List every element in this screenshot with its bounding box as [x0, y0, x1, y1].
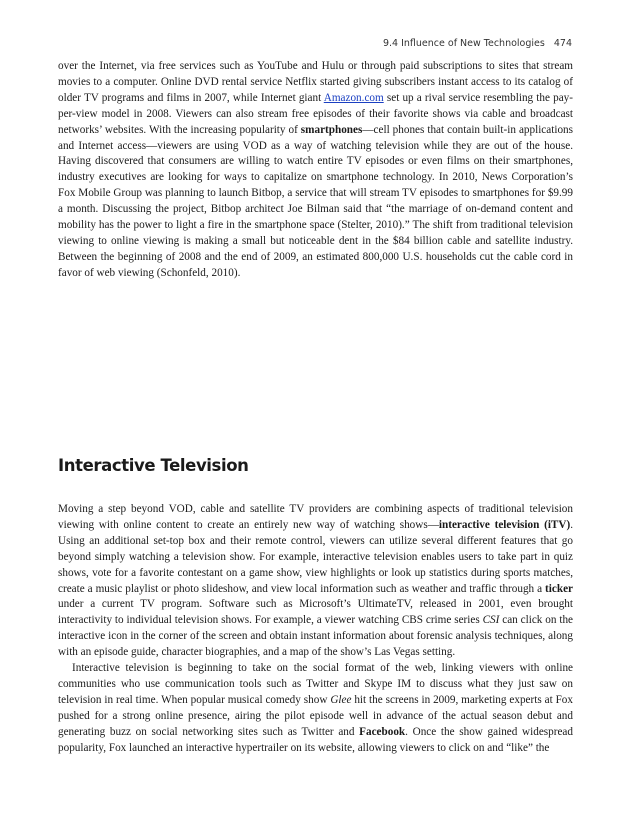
show-title-glee: Glee — [330, 693, 352, 706]
paragraph-itv-intro — [58, 502, 573, 661]
section-text-block — [58, 502, 573, 757]
text-run: can click on the interactive icon in the corner of the screen and obtain instant information about forensic analysis techniques, along with an episode guide, character biographies, and a map of the show’s Las Vegas setting. — [58, 614, 574, 659]
text-run: set up a rival service resembling the pay-per-view model in 2008. Viewers can also stream free episodes of their favorite shows via cable and broadcast networks’ websites. With the increasing popularity of — [58, 91, 573, 136]
text-run: —cell phones that contain built-in applications and Internet access—viewers are using VOD as a way of watching television while they are out of the house. Having discovered that consumers are willing to watch entire TV episodes or even films on their smartphones, industry executives are looking for ways to capitalize on smartphone technology. In 2010, News Corporation’s Fox Mobile Group was planning to launch Bitbop, a service that will stream TV episodes to smartphones for $9.99 a month. Discussing the project, Bitbop architect Joe Bilman said that “the marriage of on-demand content and mobility has the power to light a fire in the smartphone space (Stelter, 2010).” The shift from traditional television viewing to online viewing is making a small but noticeable dent in the $84 billion cable and satellite industry. Between the beginning of 2008 and the end of 2009, an estimated 800,000 U.S. households cut the cable cord in favor of web viewing (Schonfeld, 2010). — [58, 123, 573, 279]
section-heading: Interactive Television — [58, 456, 249, 475]
show-title-csi: CSI — [482, 614, 500, 627]
text-run: under a current TV program. Software such as Microsoft’s UltimateTV, released in 2001, even brought interactivity to individual television shows. For example, a viewer watching CBS crime series — [58, 598, 573, 627]
amazon-link[interactable]: Amazon.com — [323, 91, 384, 104]
text-run: Moving a step beyond VOD, cable and satellite TV providers are combining aspects of traditional television viewing with online content to create an entirely new way of watching shows— — [58, 503, 573, 531]
key-term-ticker: ticker — [545, 582, 573, 595]
continued-text-block — [58, 59, 573, 282]
text-run: . Once the show gained widespread popularity, Fox launched an interactive hypertrailer on its website, allowing viewers to click on and “like” the — [58, 725, 573, 754]
running-header — [383, 38, 572, 49]
page-number: 474 — [553, 38, 572, 49]
key-term-itv: interactive television (iTV) — [438, 518, 571, 531]
text-run: hit the screens in 2009, marketing experts at Fox pushed for a strong online presence, airing the pilot episode well in advance of the actual season debut and generating buzz on social networking sites such as Twitter and — [58, 693, 573, 738]
paragraph-vod-online — [58, 59, 573, 282]
text-run: over the Internet, via free services such as YouTube and Hulu or through paid subscriptions to sites that stream movies to a computer. Online DVD rental service Netflix started giving subscribers instant access to its catalog of older TV programs and films in 2007, while Internet giant — [58, 60, 573, 104]
key-term-facebook: Facebook — [359, 725, 406, 738]
text-run: . Using an additional set-top box and their remote control, viewers can utilize several different features that go beyond simply watching a television show. For example, interactive television enables users to take part in quiz shows, vote for a favorite contestant on a game show, view highlights or look up statistics during sports matches, create a music playlist or photo slideshow, and view local information such as weather and traffic through a — [58, 518, 573, 595]
text-run: Interactive television is beginning to take on the social format of the web, linking viewers with online communities who use communication tools such as Twitter and Skype IM to discuss what they just saw on television in real time. When popular musical comedy show — [58, 662, 573, 706]
paragraph-itv-social — [58, 661, 573, 756]
key-term-smartphones: smartphones — [300, 123, 363, 136]
running-header-section: 9.4 Influence of New Technologies — [382, 38, 545, 49]
